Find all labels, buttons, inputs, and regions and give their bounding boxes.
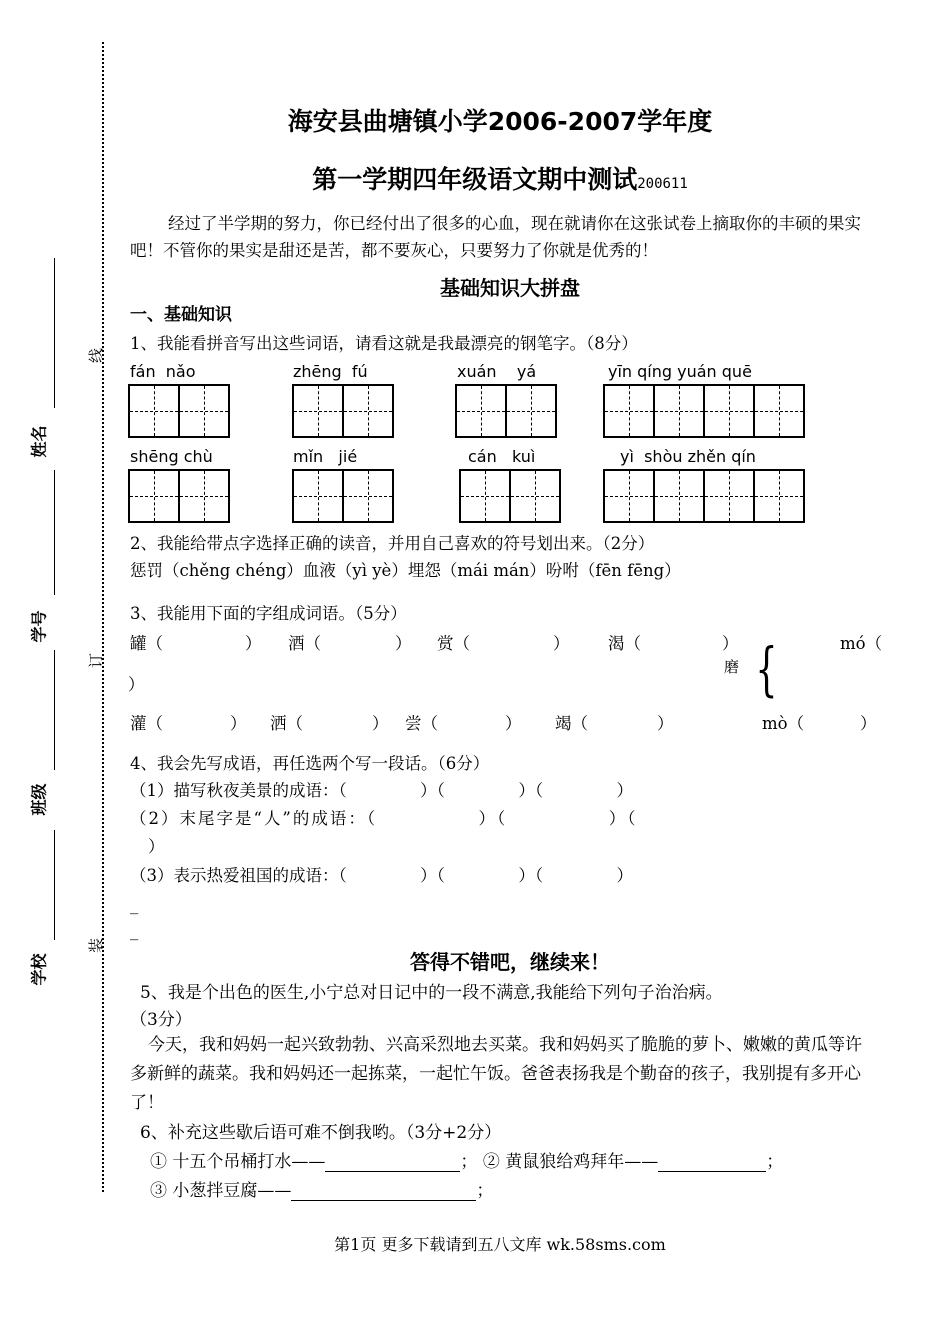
grid-cell[interactable] — [509, 469, 561, 523]
title-line-2 — [0, 160, 950, 196]
q6-row-2 — [150, 1176, 493, 1201]
answer-blank[interactable] — [658, 1151, 766, 1172]
q3-word: ） — [245, 634, 262, 653]
q3-word: mó（ — [840, 634, 883, 653]
binding-char-line: 线 — [87, 347, 106, 364]
side-label-number: 学号 — [29, 610, 49, 643]
q3-word: 洒（ — [270, 714, 303, 733]
writing-grid[interactable] — [459, 469, 559, 523]
title-code: 200611 — [637, 176, 688, 192]
title-line-1: 海安县曲塘镇小学2006-2007学年度 — [287, 107, 713, 136]
grid-cell[interactable] — [292, 384, 344, 438]
writing-grid[interactable] — [292, 384, 392, 438]
pinyin: zhēng fú — [293, 362, 368, 381]
grid-cell[interactable] — [128, 469, 180, 523]
q3-word: ） — [657, 714, 674, 733]
q6-item: ② 黄鼠狼给鸡拜年—— — [482, 1152, 659, 1172]
pinyin: shēng chù — [130, 447, 213, 466]
q5-prompt: 5、我是个出色的医生,小宁总对日记中的一段不满意,我能给下列句子治治病。 — [140, 983, 723, 1003]
intro-paragraph: 经过了半学期的努力，你已经付出了很多的心血，现在就请你在这张试卷上摘取你的丰硕的果实吧！不管你的果实是甜还是苦，都不要灰心，只要努力了你就是优秀的！ — [130, 214, 861, 260]
grid-cell[interactable] — [603, 469, 655, 523]
grid-cell[interactable] — [459, 469, 511, 523]
binding-char-bind: 装 — [87, 937, 106, 954]
grid-cell[interactable] — [653, 469, 705, 523]
writing-grid[interactable] — [603, 384, 803, 438]
grid-cell[interactable] — [753, 384, 805, 438]
grid-cell[interactable] — [342, 384, 394, 438]
binding-dotted-line — [102, 42, 104, 1192]
q3-prompt: 3、我能用下面的字组成词语。（5分） — [130, 604, 407, 623]
q6-prompt: 6、补充这些歇后语可难不倒我哟。（3分+2分） — [140, 1123, 502, 1143]
q3-word: 罐（ — [130, 634, 163, 653]
pinyin: mǐn jié — [293, 447, 358, 466]
q4-item-1[interactable]: （1）描写秋夜美景的成语：（ ）（ ）（ ） — [130, 781, 634, 800]
q3-word: 渴（ — [608, 634, 641, 653]
side-label-school: 学校 — [29, 953, 49, 986]
grid-cell[interactable] — [128, 384, 180, 438]
grid-cell[interactable] — [178, 469, 230, 523]
q2-prompt: 2、我能给带点字选择正确的读音，并用自己喜欢的符号划出来。（2分） — [130, 534, 655, 553]
q3-word: ） — [230, 714, 247, 733]
writing-grid[interactable] — [455, 384, 555, 438]
q6-sep: ； — [460, 1152, 478, 1172]
grid-cell[interactable] — [603, 384, 655, 438]
q4-prompt: 4、我会先写成语，再任选两个写一段话。（6分） — [130, 754, 490, 773]
q3-word: mò（ — [762, 714, 805, 733]
number-write-line — [54, 470, 55, 595]
q3-word: ） — [722, 634, 739, 653]
q3-word: 灌（ — [130, 714, 163, 733]
q3-word: ） — [395, 634, 412, 653]
writing-grid[interactable] — [292, 469, 392, 523]
pinyin: yīn qíng yuán quē — [608, 362, 752, 381]
pinyin: fán nǎo — [130, 362, 196, 381]
grid-cell[interactable] — [178, 384, 230, 438]
side-label-name: 姓名 — [29, 425, 49, 458]
q4-item-2[interactable]: （2）末尾字是“人”的成语：（ ）（ ）（ — [130, 809, 638, 828]
q1-prompt: 1、我能看拼音写出这些词语，请看这就是我最漂亮的钢笔字。（8分） — [130, 334, 638, 353]
side-label-class: 班级 — [29, 783, 49, 816]
q4-dash: _ — [130, 921, 139, 940]
answer-blank[interactable] — [325, 1151, 460, 1172]
page-footer: 第1页 更多下载请到五八文库 wk.58sms.com — [334, 1235, 666, 1254]
writing-grid[interactable] — [128, 384, 228, 438]
grid-cell[interactable] — [292, 469, 344, 523]
q5-passage: 今天，我和妈妈一起兴致勃勃、兴高采烈地去买菜。我和妈妈买了脆脆的萝卜、嫩嫩的黄瓜等许多新鲜的蔬菜。我和妈妈还一起拣菜，一起忙午饭。爸爸表扬我是个勤奋的孩子，我别提有多开心了！ — [130, 1035, 862, 1113]
grid-cell[interactable] — [342, 469, 394, 523]
grid-cell[interactable] — [455, 384, 507, 438]
school-write-line — [54, 830, 55, 940]
q4-dash: _ — [130, 895, 139, 914]
q3-word: 尝（ — [405, 714, 438, 733]
binding-char-staple: 订 — [87, 652, 106, 669]
brace-icon: { — [755, 635, 778, 703]
q6-item: ① 十五个吊桶打水—— — [150, 1152, 326, 1172]
q2-options[interactable]: 惩罚（chěng chéng）血液（yì yè）埋怨（mái mán）吩咐（fēn fēng） — [130, 561, 681, 580]
writing-grid[interactable] — [603, 469, 803, 523]
q3-word: ） — [372, 714, 389, 733]
pinyin: yì shòu zhěn qín — [620, 447, 756, 466]
answer-blank[interactable] — [291, 1180, 476, 1201]
encourage-heading: 答得不错吧，继续来！ — [410, 950, 610, 974]
q3-mo-char: 磨 — [724, 658, 740, 676]
q3-word: ） — [505, 714, 522, 733]
pinyin: cán kuì — [468, 447, 536, 466]
q6-sep: ； — [476, 1181, 494, 1201]
q3-word: ） — [553, 634, 570, 653]
grid-cell[interactable] — [753, 469, 805, 523]
grid-cell[interactable] — [505, 384, 557, 438]
q5-score: （3分） — [130, 1010, 192, 1030]
part-title: 一、基础知识 — [130, 305, 232, 325]
q6-item: ③ 小葱拌豆腐—— — [150, 1181, 292, 1201]
writing-grid[interactable] — [128, 469, 228, 523]
grid-cell[interactable] — [653, 384, 705, 438]
q3-word: 赏（ — [437, 634, 470, 653]
q3-word: ） — [860, 714, 877, 733]
section-title: 基础知识大拼盘 — [440, 276, 580, 300]
pinyin: xuán yá — [457, 362, 537, 381]
title-text: 第一学期四年级语文期中测试 — [312, 165, 638, 194]
q3-word: 酒（ — [288, 634, 321, 653]
q3-word: 竭（ — [555, 714, 588, 733]
q3-word: ） — [128, 675, 145, 694]
class-write-line — [54, 650, 55, 770]
q4-item-2-tail: ） — [148, 837, 165, 856]
q4-item-3[interactable]: （3）表示热爱祖国的成语：（ ）（ ）（ ） — [130, 866, 634, 885]
q6-row-1 — [150, 1147, 783, 1172]
grid-cell[interactable] — [703, 384, 755, 438]
grid-cell[interactable] — [703, 469, 755, 523]
q6-sep: ； — [766, 1152, 784, 1172]
